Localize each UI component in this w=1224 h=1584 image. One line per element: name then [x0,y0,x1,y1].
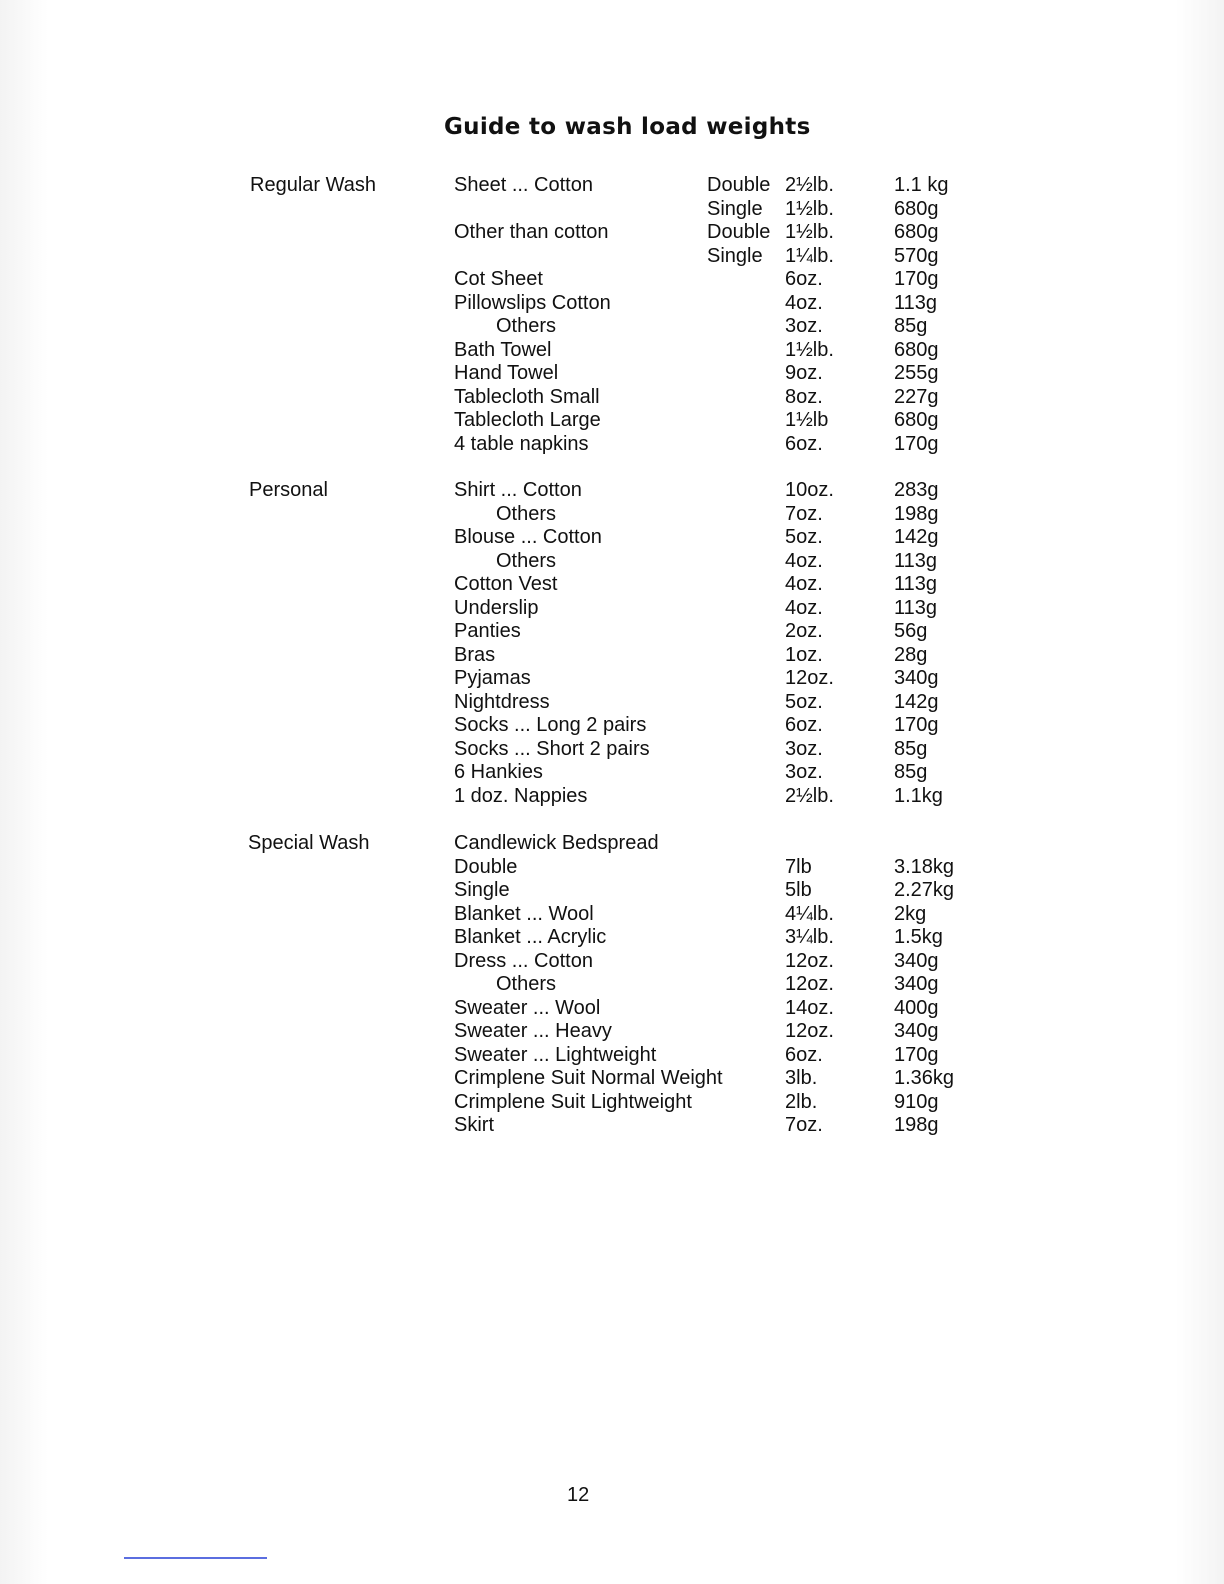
metric-weight: 28g [894,643,928,666]
imperial-weight: 1½lb [785,409,829,431]
imperial-weight: 6oz. [785,432,823,455]
item-name: Hand Towel [454,362,559,384]
imperial-weight: 12oz. [785,949,834,972]
item-name: Socks ... Long 2 pairs [454,714,647,736]
metric-weight: 1.1kg [894,784,943,807]
table-row [0,785,1224,809]
table-row [0,1114,1224,1138]
imperial-weight: 12oz. [785,1020,834,1042]
imperial-weight: 4¼lb. [785,902,834,925]
item-name: Candlewick Bedspread [454,832,659,854]
item-name: Cotton Vest [454,573,558,595]
table-row [0,879,1224,903]
imperial-weight: 3¼lb. [785,926,834,948]
table-row [0,409,1224,433]
metric-weight: 113g [894,573,938,595]
item-name: Sweater ... Lightweight [454,1043,657,1066]
metric-weight: 283g [894,479,939,501]
imperial-weight: 6oz. [785,268,823,290]
item-name: Others [496,549,557,572]
item-name: Bras [454,643,496,666]
imperial-weight: 2oz. [785,620,823,642]
table-row [0,315,1224,339]
imperial-weight: 14oz. [785,996,834,1019]
table-row [0,503,1224,527]
metric-weight: 85g [894,315,928,337]
imperial-weight: 4oz. [785,549,823,572]
table-row [0,573,1224,597]
item-size: Double [707,174,771,196]
section-label: Regular Wash [250,174,376,196]
metric-weight: 3.18kg [894,855,955,878]
item-name: Underslip [454,596,539,619]
imperial-weight: 4oz. [785,573,823,595]
imperial-weight: 2½lb. [785,174,834,196]
imperial-weight: 3lb. [785,1067,818,1089]
imperial-weight: 9oz. [785,362,823,384]
table-row [0,691,1224,715]
table-row [0,479,1224,503]
metric-weight: 85g [894,761,928,783]
imperial-weight: 5oz. [785,526,823,548]
table-row [0,738,1224,762]
table-row [0,174,1224,198]
item-name: Sweater ... Heavy [454,1020,612,1042]
item-name: 6 Hankies [454,761,543,783]
item-size: Double [707,221,771,243]
metric-weight: 1.1 kg [894,174,949,196]
imperial-weight: 3oz. [785,737,823,760]
metric-weight: 2kg [894,902,927,925]
metric-weight: 910g [894,1090,939,1113]
metric-weight: 255g [894,362,939,384]
metric-weight: 680g [894,197,939,220]
metric-weight: 170g [894,1043,939,1066]
table-row [0,973,1224,997]
item-name: Other than cotton [454,221,609,243]
table-row [0,362,1224,386]
item-name: Blanket ... Wool [454,902,594,925]
metric-weight: 113g [894,549,938,572]
table-row [0,856,1224,880]
imperial-weight: 7lb [785,855,812,878]
table-row [0,832,1224,856]
imperial-weight: 1½lb. [785,338,834,361]
imperial-weight: 5oz. [785,690,823,713]
item-name: Double [454,855,518,878]
metric-weight: 340g [894,667,939,689]
imperial-weight: 1¼lb. [785,244,834,267]
table-row [0,620,1224,644]
metric-weight: 340g [894,949,939,972]
item-size: Single [707,244,763,267]
metric-weight: 400g [894,996,939,1019]
item-name: Others [496,973,557,995]
metric-weight: 198g [894,1114,939,1136]
metric-weight: 113g [894,596,938,619]
table-row [0,903,1224,927]
imperial-weight: 3oz. [785,761,823,783]
metric-weight: 142g [894,690,939,713]
metric-weight: 170g [894,432,939,455]
item-name: Tablecloth Small [454,385,600,408]
metric-weight: 142g [894,526,939,548]
imperial-weight: 12oz. [785,667,834,689]
table-row [0,997,1224,1021]
item-name: Crimplene Suit Normal Weight [454,1067,723,1089]
table-row [0,597,1224,621]
item-name: Pyjamas [454,667,531,689]
item-name: Blanket ... Acrylic [454,926,607,948]
imperial-weight: 10oz. [785,479,834,501]
table-row [0,761,1224,785]
item-name: Skirt [454,1114,494,1136]
table-row [0,433,1224,457]
metric-weight: 1.36kg [894,1067,955,1089]
item-name: Dress ... Cotton [454,949,593,972]
section-label: Personal [249,479,328,501]
table-row [0,1091,1224,1115]
imperial-weight: 6oz. [785,714,823,736]
table-row [0,926,1224,950]
table-row [0,221,1224,245]
table-row [0,339,1224,363]
metric-weight: 570g [894,244,939,267]
item-name: Cot Sheet [454,268,543,290]
imperial-weight: 7oz. [785,502,823,525]
imperial-weight: 7oz. [785,1114,823,1136]
item-name: 1 doz. Nappies [454,784,588,807]
imperial-weight: 1oz. [785,643,823,666]
item-name: Panties [454,620,521,642]
imperial-weight: 6oz. [785,1043,823,1066]
metric-weight: 227g [894,385,939,408]
table-row [0,714,1224,738]
page-title: Guide to wash load weights [444,114,811,140]
scan-edge-line [124,1557,267,1559]
metric-weight: 113g [894,291,938,314]
item-name: Socks ... Short 2 pairs [454,737,650,760]
metric-weight: 170g [894,268,939,290]
imperial-weight: 12oz. [785,973,834,995]
item-name: Nightdress [454,690,550,713]
imperial-weight: 5lb [785,879,812,901]
imperial-weight: 2½lb. [785,784,834,807]
metric-weight: 680g [894,338,939,361]
table-row [0,950,1224,974]
metric-weight: 340g [894,1020,939,1042]
imperial-weight: 4oz. [785,596,823,619]
table-row [0,245,1224,269]
item-name: Others [496,315,557,337]
item-size: Single [707,197,763,220]
item-name: Pillowslips Cotton [454,291,611,314]
table-row [0,667,1224,691]
item-name: 4 table napkins [454,432,589,455]
table-row [0,292,1224,316]
item-name: Shirt ... Cotton [454,479,582,501]
item-name: Blouse ... Cotton [454,526,602,548]
table-row [0,1044,1224,1068]
section-label: Special Wash [248,832,370,854]
metric-weight: 680g [894,409,939,431]
item-name: Bath Towel [454,338,552,361]
imperial-weight: 1½lb. [785,221,834,243]
item-name: Single [454,879,510,901]
item-name: Sheet ... Cotton [454,174,593,196]
imperial-weight: 1½lb. [785,197,834,220]
item-name: Crimplene Suit Lightweight [454,1090,692,1113]
metric-weight: 680g [894,221,939,243]
table-row [0,198,1224,222]
metric-weight: 56g [894,620,928,642]
imperial-weight: 2lb. [785,1090,818,1113]
item-name: Others [496,502,557,525]
imperial-weight: 4oz. [785,291,823,314]
table-row [0,644,1224,668]
metric-weight: 1.5kg [894,926,943,948]
table-row [0,526,1224,550]
table-row [0,1067,1224,1091]
table-row [0,550,1224,574]
table-row [0,1020,1224,1044]
table-row [0,268,1224,292]
imperial-weight: 8oz. [785,385,823,408]
item-name: Tablecloth Large [454,409,601,431]
metric-weight: 2.27kg [894,879,955,901]
item-name: Sweater ... Wool [454,996,601,1019]
page-number: 12 [567,1484,590,1506]
metric-weight: 198g [894,502,939,525]
metric-weight: 340g [894,973,939,995]
metric-weight: 85g [894,737,928,760]
imperial-weight: 3oz. [785,315,823,337]
metric-weight: 170g [894,714,939,736]
table-row [0,386,1224,410]
